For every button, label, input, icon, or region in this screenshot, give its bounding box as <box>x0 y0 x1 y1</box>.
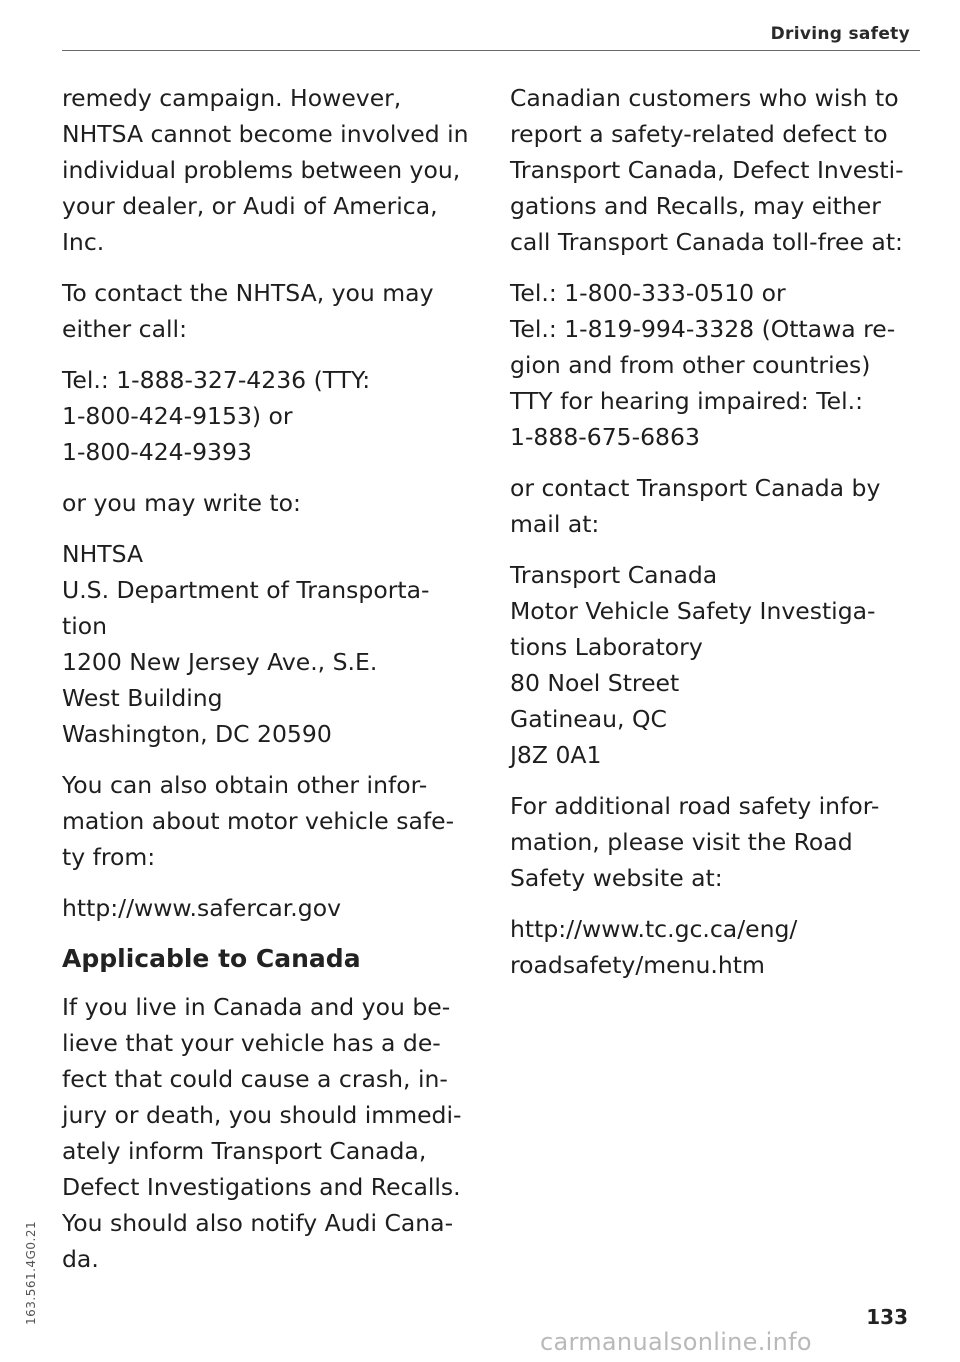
safercar-url: http://www.safercar.gov <box>62 894 341 922</box>
left-column <box>62 80 482 1292</box>
transport-canada-phone-numbers: Tel.: 1-800-333-0510 or Tel.: 1-819-994-3328 (Ottawa re- gion and from other countries) TTY for hearing impaired: Tel.: 1-888-675-6863 <box>510 279 896 451</box>
paragraph-remedy-campaign: remedy campaign. However, NHTSA cannot become involved in individual problems between you, your dealer, or Audi of America, Inc. <box>62 84 469 256</box>
section-title: Driving safety <box>770 24 910 44</box>
tc-url: http://www.tc.gc.ca/eng/ roadsafety/menu.htm <box>510 915 798 979</box>
paragraph-contact-by-mail: or contact Transport Canada by mail at: <box>510 474 881 538</box>
paragraph-contact-nhtsa: To contact the NHTSA, you may either call: <box>62 279 434 343</box>
page-number: 133 <box>866 1305 908 1329</box>
watermark: carmanualsonline.info <box>540 1328 812 1356</box>
paragraph-road-safety: For additional road safety infor- mation, please visit the Road Safety website at: <box>510 792 880 892</box>
nhtsa-address: NHTSA U.S. Department of Transporta- tion 1200 New Jersey Ave., S.E. West Building Washington, DC 20590 <box>62 540 430 748</box>
paragraph-other-info: You can also obtain other infor- mation about motor vehicle safe- ty from: <box>62 771 455 871</box>
nhtsa-phone-numbers: Tel.: 1-888-327-4236 (TTY: 1-800-424-9153) or 1-800-424-9393 <box>62 366 371 466</box>
header-rule <box>62 50 920 51</box>
paragraph-canada-defect: If you live in Canada and you be- lieve that your vehicle has a de- fect that could cause a crash, in- jury or death, you should immedi- ately inform Transport Canada, Defect Investigations and Recalls. You should also notify Audi Cana- da. <box>62 993 462 1273</box>
transport-canada-address: Transport Canada Motor Vehicle Safety Investiga- tions Laboratory 80 Noel Street Gatineau, QC J8Z 0A1 <box>510 561 876 769</box>
paragraph-canadian-customers: Canadian customers who wish to report a safety-related defect to Transport Canada, Defect Investi- gations and Recalls, may either call Transport Canada toll-free at: <box>510 84 904 256</box>
side-document-code: 163.561.4G0.21 <box>24 1220 38 1325</box>
heading-canada: Applicable to Canada <box>62 944 361 973</box>
right-column <box>510 80 930 998</box>
paragraph-write-to: or you may write to: <box>62 489 301 517</box>
